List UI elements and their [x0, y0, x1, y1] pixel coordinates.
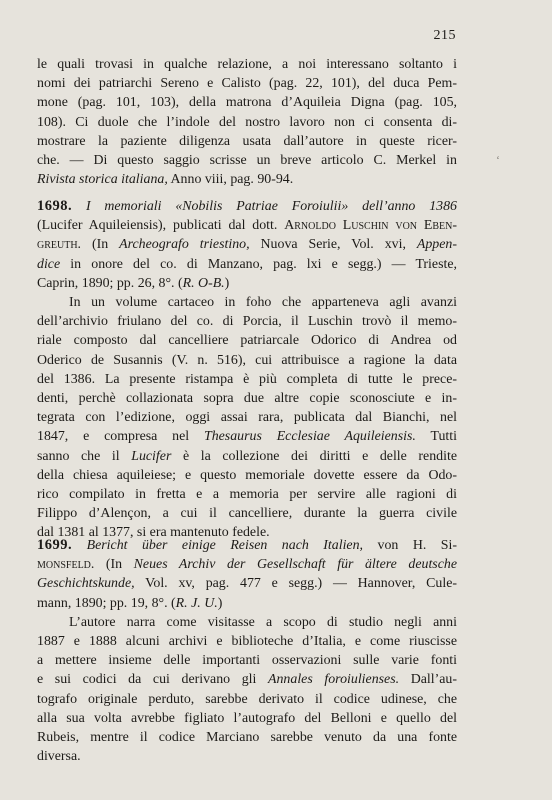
text-line: tegrata con l’edizione, oggi assai rara, publicata dal Bianchi, nel [37, 410, 457, 426]
text-line: Rivista storica italiana, Anno viii, pag. 90-94. [37, 172, 294, 188]
text-line: Oderico de Susannis (V. n. 516), cui attribuisce a ragione la data [37, 352, 457, 368]
entry-heading-line: greuth. (In Archeografo triestino, Nuova Serie, Vol. xvi, Appen- [37, 237, 457, 253]
text-line: Filippo d’Alençon, a cui il cancelliere, durante la guerra civile [37, 506, 457, 522]
text-line: denti, perchè collazionata sopra due altre copie sconosciute e in- [37, 391, 457, 407]
text-line: a mettere insieme delle importanti osservazioni sulle varie fonti [37, 653, 457, 669]
page-number: 215 [433, 28, 456, 43]
text-line: 1847, e compresa nel Thesaurus Ecclesiae Aquileiensis. Tutti [37, 429, 457, 445]
entry-heading-line: mann, 1890; pp. 19, 8°. (R. J. U.) [37, 595, 223, 611]
entry-heading-line: dice in onore del co. di Manzano, pag. lxi e segg.) — Trieste, [37, 256, 457, 272]
entry-1699 [37, 536, 457, 766]
text-line: Rubeis, mentre il codice Marciano sarebbe venuto da una fonte [37, 730, 457, 746]
continuation-paragraph [37, 55, 457, 189]
entry-heading-line: (Lucifer Aquileiensis), publicati dal dott. Arnoldo Luschin von Eben- [37, 218, 457, 234]
text-line: dal 1381 al 1377, si era mantenuto fedele. [37, 525, 270, 541]
text-line: rico compilato in fretta e a memoria per servire alle ragioni di [37, 487, 457, 503]
entry-number: 1698. [37, 198, 73, 214]
text-line: che. — Di questo saggio scrisse un breve articolo C. Merkel in [37, 153, 457, 169]
text-line: diversa. [37, 749, 81, 765]
entry-heading-line: 1699. Bericht über einige Reisen nach Italien, von H. Si- [37, 537, 457, 553]
text-line: e sui codici da cui derivano gli Annales foroiulienses. Dall’au- [37, 672, 458, 688]
text-line: della chiesa aquileiese; e questo memoriale dovette essere da Odo- [37, 467, 457, 483]
text-line: 108). Ci duole che l’indole del nostro lavoro non ci consenta di- [37, 114, 457, 130]
text-line: del 1386. La presente ristampa è più completa di tutte le prece- [37, 371, 457, 387]
entry-title: I memoriali «Nobilis Patriae Foroiulii» dell’anno 1386 [85, 199, 457, 214]
text-line: dell’archivio friulano del co. di Porcia, il Luschin trovò il memo- [37, 314, 457, 330]
entry-author: Arnoldo Luschin von Eben- [284, 218, 457, 234]
reviewer-ref: R. J. U. [175, 595, 218, 611]
entry-heading-line: Caprin, 1890; pp. 26, 8°. (R. O-B.) [37, 275, 230, 291]
text-line: In un volume cartaceo in foho che apparteneva agli avanzi [69, 295, 457, 311]
journal-title: Rivista storica italiana, [37, 172, 168, 188]
margin-mark: ‘ [496, 153, 500, 167]
reviewer-ref: R. O-B. [182, 275, 225, 291]
text-line: sanno che il Lucifer è la collezione dei diritti e delle rendite [37, 448, 458, 464]
text-line: nomi dei patriarchi Sereno e Calisto (pag. 22, 101), del duca Pem- [37, 76, 457, 92]
text-line: mostrare la paziente diligenza usata dall’autore in queste ricer- [37, 133, 457, 149]
entry-number: 1699. [37, 537, 73, 553]
text-line: tografo originale perduto, sarebbe derivato il codice udinese, che [37, 691, 457, 707]
entry-heading-line: monsfeld. (In Neues Archiv der Gesellschaft für ältere deutsche [37, 557, 457, 573]
text-line: mone (pag. 101, 103), della matrona d’Aquileia Digna (pag. 105, [37, 95, 457, 111]
entry-title: Bericht über einige Reisen nach Italien, [86, 538, 364, 553]
text-line: riale composto dal cancelliere patriarcale Odorico di Andrea od [37, 333, 457, 349]
entry-heading-line [37, 197, 457, 216]
entry-heading-line: Geschichtskunde, Vol. xv, pag. 477 e segg.) — Hannover, Cule- [37, 576, 457, 592]
text-line: alla sua volta avrebbe figliato l’autografo del Belloni e quello del [37, 710, 457, 726]
text-line: le quali trovasi in qualche relazione, a noi interessano soltanto i [37, 57, 457, 72]
text-line: L’autore narra come visitasse a scopo di studio negli anni [69, 614, 457, 630]
text-line: 1887 e 1888 alcuni archivi e biblioteche d’Italia, e come riuscisse [37, 634, 457, 650]
entry-1698 [37, 197, 457, 543]
entry-author: monsfeld. [37, 557, 95, 573]
